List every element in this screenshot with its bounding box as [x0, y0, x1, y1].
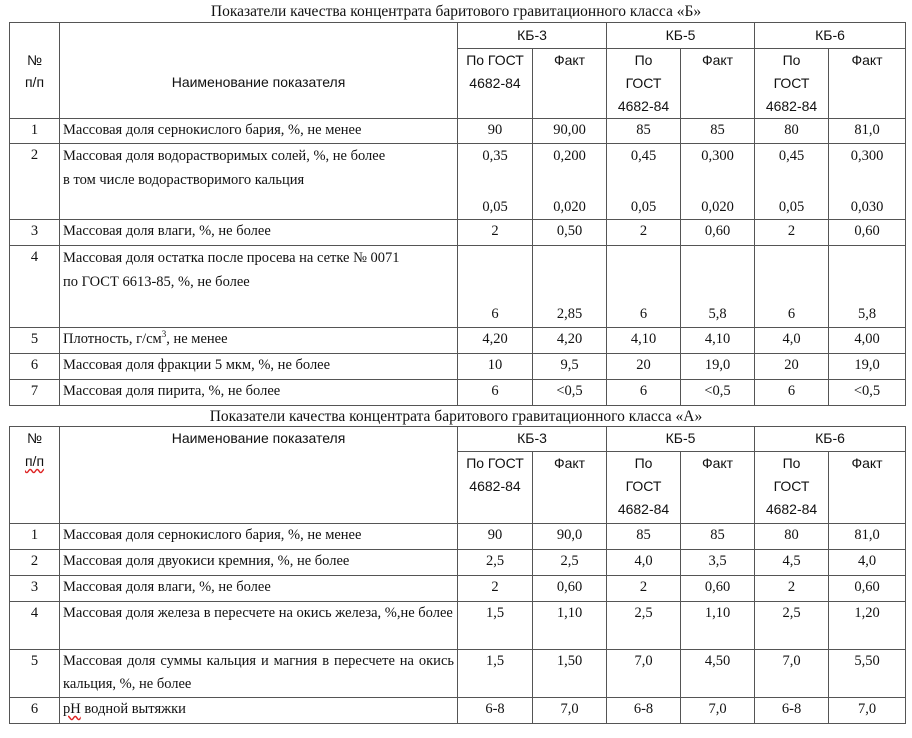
cell-value: 4,20: [458, 328, 533, 354]
cell-value: 2,85: [533, 246, 607, 328]
cell-value: 7,0: [607, 650, 681, 698]
header-num: № п/п: [10, 427, 60, 524]
cell-value: 7,0: [533, 698, 607, 724]
row-name-line: в том числе водорастворимого кальция: [63, 172, 305, 188]
header-gost: По ГОСТ 4682-84: [607, 452, 681, 524]
row-number: 3: [10, 576, 60, 602]
row-name-line: Массовая доля водорастворимых солей, %, не более: [63, 148, 386, 164]
row-number: 6: [10, 354, 60, 380]
cell-value: 20: [607, 354, 681, 380]
cell-value: 2: [607, 220, 681, 246]
cell-value: 6: [458, 246, 533, 328]
cell-value: 4,5: [755, 550, 829, 576]
header-name: Наименование показателя: [60, 23, 458, 119]
row-number: 2: [10, 144, 60, 220]
cell-value: 6: [755, 380, 829, 406]
cell-value: 81,0: [829, 524, 906, 550]
cell-value: 6: [755, 246, 829, 328]
header-fact: Факт: [681, 452, 755, 524]
cell-value: 6: [607, 380, 681, 406]
header-fact: Факт: [829, 49, 906, 119]
cell-value: 2,5: [533, 550, 607, 576]
row-name: Массовая доля влаги, %, не более: [60, 220, 458, 246]
cell-value: 90: [458, 524, 533, 550]
row-name: Массовая доля влаги, %, не более: [60, 576, 458, 602]
cell-value: 7,0: [829, 698, 906, 724]
cell-value: 1,50: [533, 650, 607, 698]
cell-value: 5,50: [829, 650, 906, 698]
header-group-kb6: КБ-6: [755, 23, 906, 49]
cell-value: 90: [458, 119, 533, 144]
row-name: Массовая доля фракции 5 мкм, %, не более: [60, 354, 458, 380]
cell-value: 2,5: [755, 602, 829, 650]
row-name: Массовая доля суммы кальция и магния в пересчете на окись кальция, %, не более: [60, 650, 458, 698]
cell-value: 0,45 0,05: [607, 144, 681, 220]
cell-value: 4,20: [533, 328, 607, 354]
cell-value: 2: [755, 220, 829, 246]
cell-value: 19,0: [829, 354, 906, 380]
cell-value: 5,8: [829, 246, 906, 328]
cell-value: 6-8: [607, 698, 681, 724]
cell-value: 1,5: [458, 650, 533, 698]
row-number: 6: [10, 698, 60, 724]
cell-value: 1,10: [533, 602, 607, 650]
cell-value: 4,0: [607, 550, 681, 576]
cell-value: 6: [607, 246, 681, 328]
header-group-kb6: КБ-6: [755, 427, 906, 452]
row-name: Массовая доля остатка после просева на сетке № 0071 по ГОСТ 6613-85, %, не более: [60, 246, 458, 328]
row-name: pH водной вытяжки: [60, 698, 458, 724]
row-number: 1: [10, 524, 60, 550]
header-group-kb3: КБ-3: [458, 427, 607, 452]
cell-value: 4,50: [681, 650, 755, 698]
header-name: Наименование показателя: [60, 427, 458, 524]
row-name: Массовая доля двуокиси кремния, %, не более: [60, 550, 458, 576]
cell-value: 6: [458, 380, 533, 406]
cell-value: 0,200 0,020: [533, 144, 607, 220]
row-name: Массовая доля сернокислого бария, %, не менее: [60, 524, 458, 550]
cell-value: 2: [458, 220, 533, 246]
row-name: Массовая доля сернокислого бария, %, не менее: [60, 119, 458, 144]
header-gost: По ГОСТ 4682-84: [607, 49, 681, 119]
cell-value: <0,5: [681, 380, 755, 406]
header-group-kb3: КБ-3: [458, 23, 607, 49]
cell-value: 85: [681, 524, 755, 550]
row-number: 4: [10, 602, 60, 650]
cell-value: 90,0: [533, 524, 607, 550]
cell-value: 4,00: [829, 328, 906, 354]
cell-value: 7,0: [755, 650, 829, 698]
header-fact: Факт: [533, 452, 607, 524]
row-number: 5: [10, 650, 60, 698]
row-name: Плотность, $г/см^3$, не менее: [60, 328, 458, 354]
row-number: 4: [10, 246, 60, 328]
cell-value: 1,5: [458, 602, 533, 650]
table-class-b: [9, 22, 906, 406]
cell-value: 9,5: [533, 354, 607, 380]
cell-value: 2,5: [607, 602, 681, 650]
table-class-a: [9, 426, 906, 724]
cell-value: 85: [681, 119, 755, 144]
header-gost: По ГОСТ 4682-84: [755, 452, 829, 524]
cell-value: 81,0: [829, 119, 906, 144]
cell-value: 1,10: [681, 602, 755, 650]
cell-value: 3,5: [681, 550, 755, 576]
cell-value: 0,60: [681, 220, 755, 246]
row-number: 3: [10, 220, 60, 246]
row-name: [60, 144, 458, 220]
row-name: Массовая доля пирита, %, не более: [60, 380, 458, 406]
row-number: 2: [10, 550, 60, 576]
cell-value: 85: [607, 524, 681, 550]
cell-value: 20: [755, 354, 829, 380]
cell-value: 0,60: [681, 576, 755, 602]
cell-value: 0,60: [829, 576, 906, 602]
header-fact: Факт: [681, 49, 755, 119]
header-group-kb5: КБ-5: [607, 23, 755, 49]
cell-value: 80: [755, 119, 829, 144]
cell-value: 80: [755, 524, 829, 550]
cell-value: 4,10: [681, 328, 755, 354]
row-name: Массовая доля железа в пересчете на окись железа, %,не более: [60, 602, 458, 650]
table-a-title: Показатели качества концентрата баритового гравитационного класса «А»: [209, 408, 703, 425]
header-gost: По ГОСТ 4682-84: [755, 49, 829, 119]
header-num: № п/п: [10, 23, 60, 119]
cell-value: <0,5: [829, 380, 906, 406]
header-gost: По ГОСТ 4682-84: [458, 49, 533, 119]
header-group-kb5: КБ-5: [607, 427, 755, 452]
cell-value: 4,10: [607, 328, 681, 354]
row-number: 5: [10, 328, 60, 354]
row-number: 7: [10, 380, 60, 406]
cell-value: 7,0: [681, 698, 755, 724]
cell-value: 2,5: [458, 550, 533, 576]
cell-value: 0,45 0,05: [755, 144, 829, 220]
table-b-title: Показатели качества концентрата баритового гравитационного класса «Б»: [210, 3, 702, 20]
cell-value: 10: [458, 354, 533, 380]
cell-value: 4,0: [755, 328, 829, 354]
cell-value: 0,50: [533, 220, 607, 246]
cell-value: 0,35 0,05: [458, 144, 533, 220]
cell-value: 6-8: [755, 698, 829, 724]
cell-value: 5,8: [681, 246, 755, 328]
cell-value: 6-8: [458, 698, 533, 724]
cell-value: 90,00: [533, 119, 607, 144]
cell-value: 2: [755, 576, 829, 602]
header-fact: Факт: [829, 452, 906, 524]
cell-value: 0,300 0,020: [681, 144, 755, 220]
cell-value: 2: [607, 576, 681, 602]
cell-value: 1,20: [829, 602, 906, 650]
cell-value: 0,60: [533, 576, 607, 602]
cell-value: 0,300 0,030: [829, 144, 906, 220]
cell-value: 2: [458, 576, 533, 602]
header-gost: По ГОСТ 4682-84: [458, 452, 533, 524]
cell-value: 4,0: [829, 550, 906, 576]
cell-value: 19,0: [681, 354, 755, 380]
cell-value: 0,60: [829, 220, 906, 246]
cell-value: <0,5: [533, 380, 607, 406]
cell-value: 85: [607, 119, 681, 144]
row-number: 1: [10, 119, 60, 144]
header-fact: Факт: [533, 49, 607, 119]
